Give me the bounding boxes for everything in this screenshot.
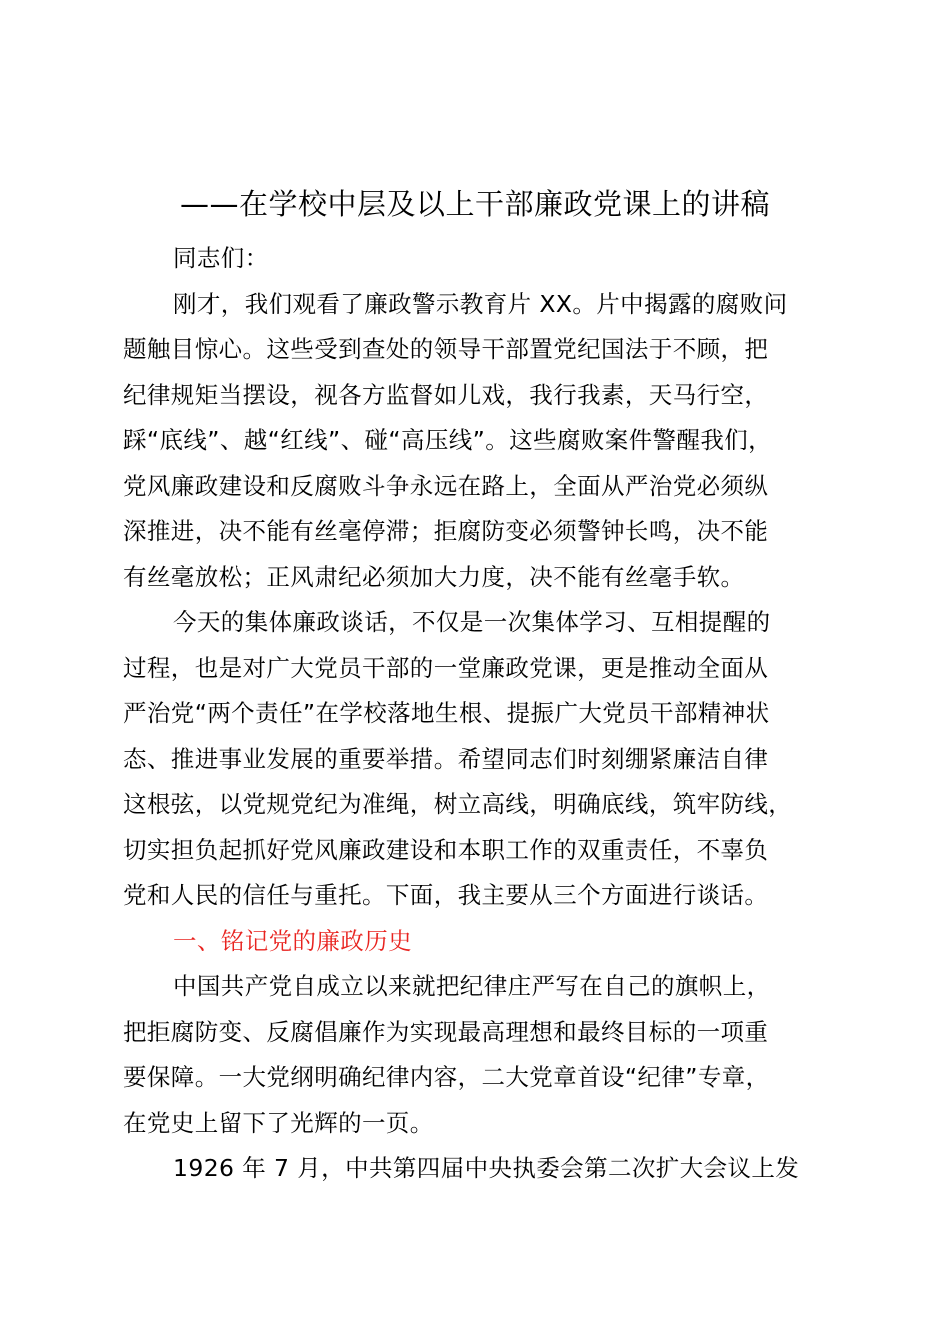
paragraph-line: 纪律规矩当摆设，视各方监督如儿戏，我行我素，天马行空，	[123, 380, 769, 409]
paragraph-line: 态、推进事业发展的重要举措。希望同志们时刻绷紧廉洁自律	[123, 744, 769, 773]
paragraph-line: 刚才，我们观看了廉政警示教育片 XX。片中揭露的腐败问	[173, 289, 788, 318]
salutation: 同志们：	[173, 244, 269, 272]
document-title: ——在学校中层及以上干部廉政党课上的讲稿	[179, 187, 770, 221]
paragraph-line: 党风廉政建设和反腐败斗争永远在路上，全面从严治党必须纵	[123, 471, 769, 500]
paragraph-line: 中国共产党自成立以来就把纪律庄严写在自己的旗帜上，	[173, 972, 771, 1000]
paragraph-line: 在党史上留下了光辉的一页。	[123, 1108, 434, 1137]
paragraph-line: 今天的集体廉政谈话，不仅是一次集体学习、互相提醒的	[173, 608, 771, 636]
paragraph-line: 1926 年 7 月，中共第四届中央执委会第二次扩大会议上发	[173, 1154, 800, 1182]
paragraph-line: 这根弦，以党规党纪为准绳，树立高线，明确底线，筑牢防线，	[123, 790, 793, 818]
paragraph-line: 过程，也是对广大党员干部的一堂廉政党课，更是推动全面从	[123, 653, 769, 682]
paragraph-line: 党和人民的信任与重托。下面，我主要从三个方面进行谈话。	[123, 881, 769, 909]
section-heading: 一、铭记党的廉政历史	[173, 926, 412, 955]
paragraph-line: 严治党“两个责任”在学校落地生根、提振广大党员干部精神状	[123, 699, 770, 727]
paragraph-line: 深推进，决不能有丝毫停滞；拒腐防变必须警钟长鸣，决不能	[123, 517, 769, 545]
document-body	[123, 236, 843, 1192]
paragraph-line: 题触目惊心。这些受到查处的领导干部置党纪国法于不顾，把	[123, 335, 769, 363]
paragraph-line: 踩“底线”、越“红线”、碰“高压线”。这些腐败案件警醒我们，	[123, 426, 773, 454]
paragraph-line: 切实担负起抓好党风廉政建设和本职工作的双重责任，不辜负	[123, 835, 769, 864]
paragraph-line: 把拒腐防变、反腐倡廉作为实现最高理想和最终目标的一项重	[123, 1017, 769, 1046]
paragraph-line: 要保障。一大党纲明确纪律内容，二大党章首设“纪律”专章，	[123, 1063, 770, 1091]
paragraph-line: 有丝毫放松；正风肃纪必须加大力度，决不能有丝毫手软。	[123, 562, 745, 591]
